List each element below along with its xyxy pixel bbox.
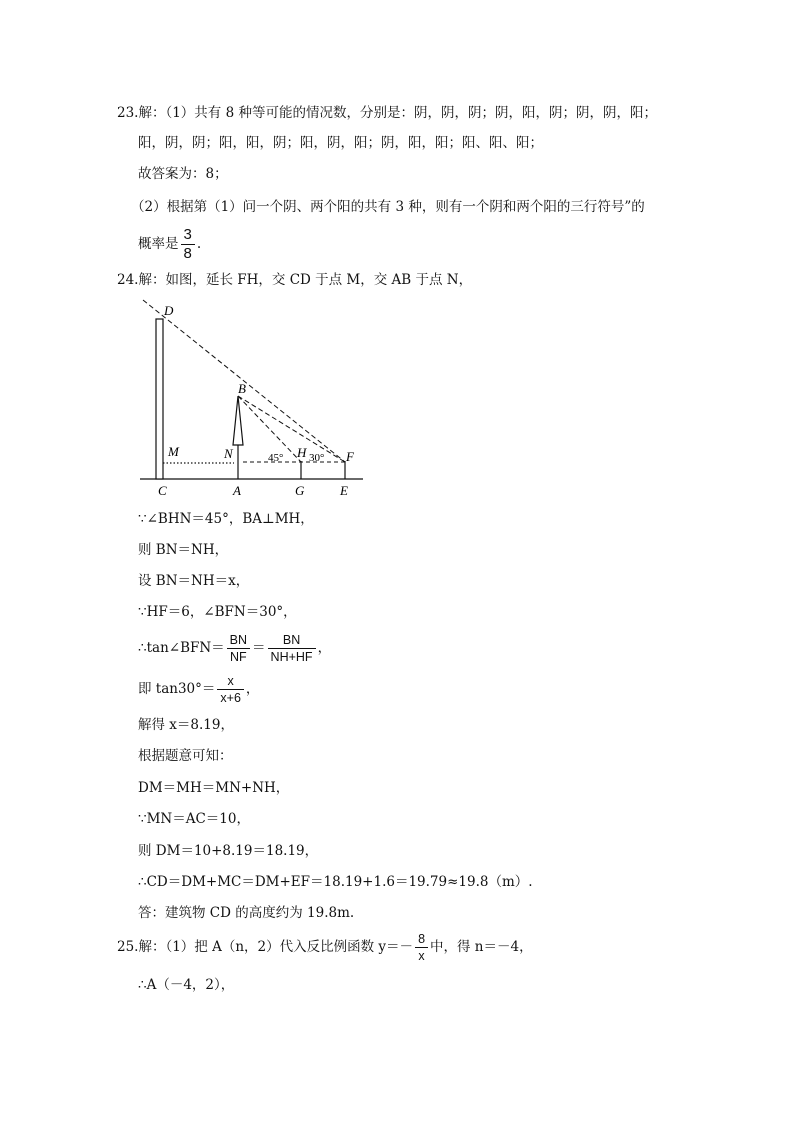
q24-step-4: ∵HF＝6，∠BFN＝30°，: [138, 604, 297, 620]
q23-line-3: 故答案为：8；: [138, 166, 228, 182]
q24-step-6: [138, 671, 259, 707]
q24-step-9: DM＝MH＝MN+NH，: [138, 780, 290, 796]
q24-step-12: ∴CD＝DM+MC＝DM+EF＝18.19+1.6＝19.79≈19.8（m）.: [138, 874, 533, 890]
fraction-bn-nh-hf: [268, 632, 316, 665]
label-h: H: [297, 445, 307, 460]
fraction-denominator: NH+HF: [270, 650, 313, 664]
building-cd: [156, 319, 163, 479]
label-c: C: [158, 483, 167, 498]
fraction-denominator: x+6: [220, 691, 241, 705]
q24-step-5: [138, 630, 331, 666]
line-bf: [238, 396, 345, 462]
q25-line-1: [117, 929, 533, 965]
fraction-numerator: 8: [415, 931, 428, 948]
q23-line-5: [138, 226, 201, 263]
label-a: A: [233, 483, 241, 498]
fraction-numerator: BN: [227, 632, 250, 649]
tan-label: ∴tan∠BFN＝: [138, 640, 225, 656]
label-e: E: [340, 483, 348, 498]
fraction-denominator: x: [418, 949, 425, 963]
q24-step-11: 则 DM＝10+8.19＝18.19，: [138, 843, 319, 859]
q24-step-10: ∵MN＝AC＝10，: [138, 811, 250, 827]
q23-probability-label: 概率是: [138, 236, 179, 252]
q23-line-2: 阳，阴，阴；阳，阳，阴；阳，阴，阳；阴，阳，阳；阳、阳、阳；: [138, 135, 543, 151]
fraction-denominator: NF: [230, 650, 247, 664]
angle-45-label: 45°: [268, 452, 284, 464]
tan30-label: 即 tan30°＝: [138, 681, 216, 697]
fraction-numerator: BN: [268, 632, 316, 649]
q25-line-2: ∴A（－4，2），: [138, 977, 235, 993]
period: .: [196, 236, 202, 252]
label-f: F: [346, 449, 354, 464]
equals-sign: ＝: [252, 640, 266, 656]
fraction-numerator: x: [217, 673, 244, 690]
label-d: D: [164, 303, 174, 318]
label-g: G: [295, 483, 305, 498]
q24-step-2: 则 BN＝NH，: [138, 542, 229, 558]
label-n: N: [224, 446, 233, 461]
label-b: B: [238, 381, 246, 396]
angle-30-label: 30°: [309, 452, 325, 464]
comma: ，: [317, 640, 332, 656]
fraction-bn-nf: [227, 632, 250, 665]
fraction-denominator: 8: [183, 245, 192, 262]
q24-step-7: 解得 x＝8.19，: [138, 717, 234, 733]
comma: ，: [245, 681, 260, 697]
q25-text-pre: 25.解：（1）把 A（n，2）代入反比例函数 y＝－: [117, 939, 414, 955]
geometry-figure: [135, 295, 370, 500]
q24-step-8: 根据题意可知：: [138, 748, 233, 764]
q24-step-3: 设 BN＝NH＝x，: [138, 573, 250, 589]
q23-probability-fraction: [181, 226, 195, 263]
q25-text-post: 中，得 n＝－4，: [430, 939, 533, 955]
fraction-8-x: [415, 931, 428, 964]
fraction-numerator: 3: [181, 226, 195, 245]
label-m: M: [168, 444, 179, 459]
fraction-x-x6: [217, 673, 244, 706]
q24-answer: 答：建筑物 CD 的高度约为 19.8m.: [138, 905, 355, 921]
q24-step-1: ∵∠BHN＝45°，BA⊥MH，: [138, 511, 314, 527]
q23-line-1: 23.解：（1）共有 8 种等可能的情况数，分别是：阴，阴，阴；阴，阳，阴；阴，阴，阳；: [117, 105, 657, 121]
q24-intro: 24.解：如图，延长 FH，交 CD 于点 M，交 AB 于点 N，: [117, 272, 473, 288]
q23-line-4: （2）根据第（1）问一个阴、两个阳的共有 3 种，则有一个阴和两个阳的三行符号”的: [131, 199, 645, 215]
tower-triangle: [233, 396, 243, 445]
